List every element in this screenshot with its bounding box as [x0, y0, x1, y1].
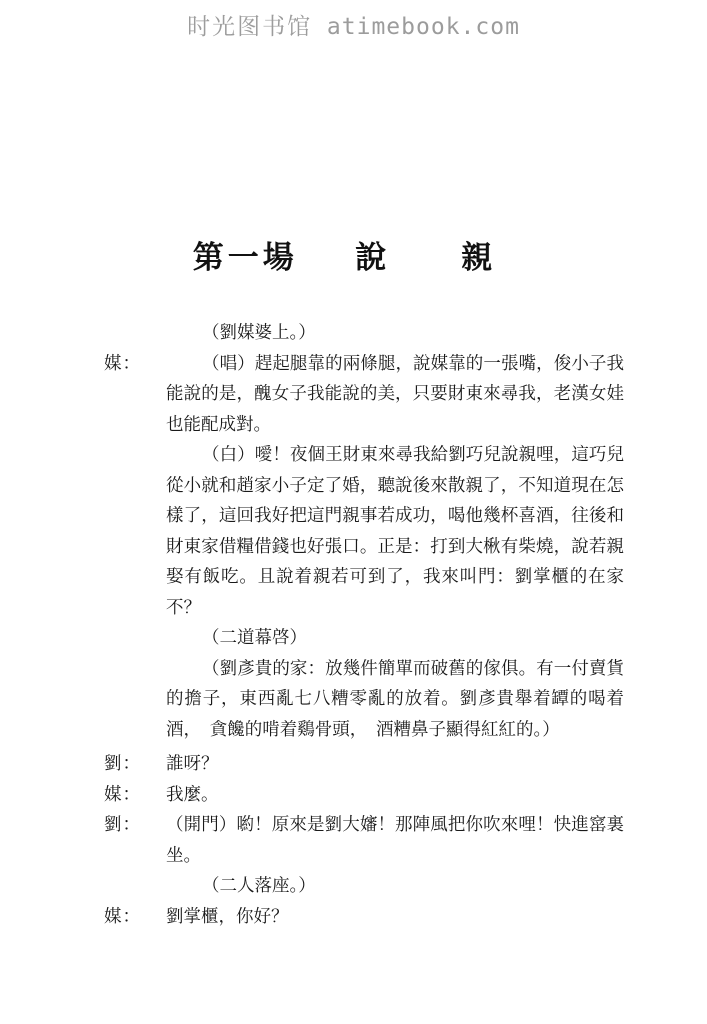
stage-direction: （劉媒婆上。） — [202, 323, 316, 343]
speaker-label: 劉： — [104, 815, 141, 835]
speaker-label: 媒： — [104, 906, 141, 927]
watermark-latin: atimebook.com — [326, 14, 520, 40]
site-watermark — [0, 8, 707, 41]
stage-direction: （劉彥貴的家：放幾件簡單而破舊的傢俱。有一付賣貨的擔子，東西亂七八糟零亂的放着。劉彥貴舉着罈的喝着酒， 貪饞的啃着鷄骨頭， 酒糟鼻子顯得紅紅的。） — [166, 658, 624, 740]
script-line — [104, 349, 624, 441]
script-line — [104, 810, 624, 871]
speaker-label: 媒： — [104, 784, 141, 805]
watermark-chinese: 时光图书馆 — [187, 14, 313, 40]
speaker-label: 劉： — [104, 754, 141, 774]
stage-direction: （二道幕啓） — [202, 628, 307, 648]
script-line — [104, 780, 624, 811]
stage-direction: （二人落座。） — [202, 876, 316, 896]
script-body — [104, 318, 624, 932]
speech-text: 劉掌櫃，你好？ — [166, 906, 289, 927]
speaker-label: 媒： — [104, 353, 141, 374]
script-line — [104, 902, 624, 933]
script-line — [104, 749, 624, 780]
speech-text: （白）噯！夜個王財東來尋我給劉巧兒說親哩，這巧兒從小就和趙家小子定了婚，聽說後來散親了，不知道現在怎樣了，這回我好把這門親事若成功，喝他幾杯喜酒，往後和財東家借糧借錢也好張口。正是：打到大楸有柴燒，說若親娶有飯吃。且說着親若可到了，我來叫門：劉掌櫃的在家不？ — [166, 445, 624, 618]
speech-text: （開門）喲！原來是劉大嬸！那陣風把你吹來哩！快進窰裏坐。 — [166, 815, 624, 866]
scene-title-text: 說 親 — [355, 240, 515, 276]
speech-text: 誰呀？ — [166, 754, 219, 774]
speech-text: 我麼。 — [166, 784, 219, 805]
scene-number: 第一場 — [192, 240, 298, 276]
page-title — [0, 232, 707, 277]
speech-text: （唱）趕起腿靠的兩條腿，說媒靠的一張嘴，俊小子我能說的是，醜女子我能說的美，只要財東來尋我，老漢女娃也能配成對。 — [166, 353, 624, 435]
